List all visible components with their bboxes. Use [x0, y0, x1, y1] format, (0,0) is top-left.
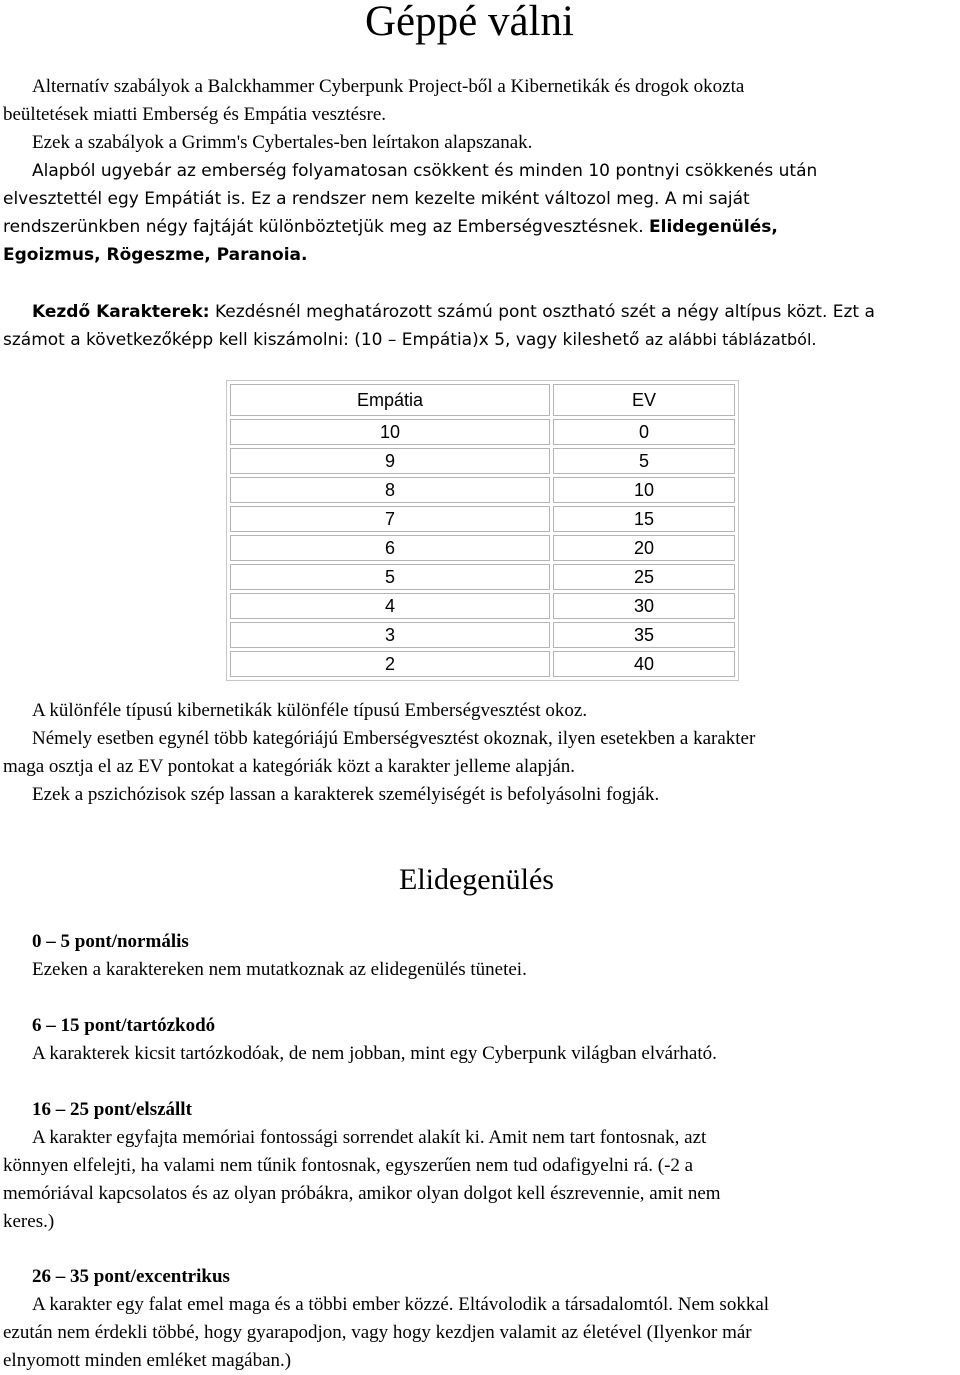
table-header-ev: EV [553, 384, 735, 416]
level-label: 6 – 15 pont/tartózkodó [32, 1015, 216, 1036]
level-label: 16 – 25 pont/elszállt [32, 1099, 192, 1120]
table-cell: 2 [230, 651, 550, 677]
table-cell: 9 [230, 448, 550, 474]
table-row [230, 535, 735, 561]
table-cell: 5 [230, 564, 550, 590]
table-cell: 30 [553, 593, 735, 619]
starting-label: Kezdő Karakterek: [32, 302, 210, 322]
table-row [230, 651, 735, 677]
table-row [230, 593, 735, 619]
level-text: könnyen elfelejti, ha valami nem tűnik fontosnak, egyszerűen nem tud odafigyelni rá. (-2 a [3, 1155, 694, 1176]
level-text: memóriával kapcsolatos és az olyan próbákra, amikor olyan dolgot kell észrevennie, amit nem [3, 1183, 721, 1204]
starting-text-1: Kezdésnél meghatározott számú pont osztható szét a négy altípus közt. Ezt a [214, 302, 875, 322]
level-text: ezután nem érdekli többé, hogy gyarapodjon, vagy hogy kezdjen valamit az életével (Ilyenkor már [3, 1322, 752, 1343]
after-line-3: maga osztja el az EV pontokat a kategóriák közt a karakter jelleme alapján. [3, 756, 576, 777]
table-row [230, 448, 735, 474]
table-cell: 10 [230, 419, 550, 445]
empathy-ev-table [226, 380, 739, 681]
page-title: Géppé válni [365, 0, 574, 45]
starting-text-2: számot a következőképp kell kiszámolni: (10 – Empátia)x 5, vagy kileshető [3, 330, 640, 350]
table-header-empatia: Empátia [230, 384, 550, 416]
level-text: keres.) [3, 1211, 55, 1232]
starting-line-1 [32, 298, 875, 326]
intro-text-1: Alternatív szabályok a Balckhammer Cyberpunk Project-ből a Kibernetikák és drogok okozta [32, 76, 745, 97]
section-heading: Elidegenülés [399, 863, 554, 896]
table-row [230, 564, 735, 590]
table-header-row [230, 384, 735, 416]
starting-text-2-sans: az alábbi táblázatból. [644, 330, 817, 349]
level-text: elnyomott minden emléket magában.) [3, 1350, 292, 1371]
table-row [230, 477, 735, 503]
intro-line-7: Egoizmus, Rögeszme, Paranoia. [3, 245, 308, 265]
table-cell: 4 [230, 593, 550, 619]
intro-line-5: elvesztettél egy Empátiát is. Ez a rendszer nem kezelte miként változol meg. A mi saját [3, 189, 750, 209]
intro-line-1 [32, 73, 744, 101]
table-cell: 35 [553, 622, 735, 648]
table-cell: 40 [553, 651, 735, 677]
level-text: A karakter egy falat emel maga és a többi ember közzé. Eltávolodik a társadalomtól. Nem sokkal [32, 1294, 770, 1315]
table-cell: 10 [553, 477, 735, 503]
table-cell: 25 [553, 564, 735, 590]
table-row [230, 419, 735, 445]
table-cell: 15 [553, 506, 735, 532]
after-line-4: Ezek a pszichózisok szép lassan a karakterek személyiségét is befolyásolni fogják. [32, 784, 660, 805]
table-cell: 6 [230, 535, 550, 561]
table-cell: 8 [230, 477, 550, 503]
after-line-2: Némely esetben egynél több kategóriájú Emberségvesztést okoznak, ilyen esetekben a karakter [32, 728, 756, 749]
level-text: Ezeken a karaktereken nem mutatkoznak az elidegenülés tünetei. [32, 959, 527, 980]
intro-line-6 [3, 213, 778, 241]
level-label: 0 – 5 pont/normális [32, 931, 189, 952]
intro-line-3: Ezek a szabályok a Grimm's Cybertales-ben leírtakon alapszanak. [32, 132, 533, 153]
after-line-1: A különféle típusú kibernetikák különféle típusú Emberségvesztést okoz. [32, 700, 588, 721]
intro-bold-6: Elidegenülés, [649, 217, 778, 237]
level-label: 26 – 35 pont/excentrikus [32, 1266, 230, 1287]
table-row [230, 622, 735, 648]
intro-line-2: beültetések miatti Emberség és Empátia vesztésre. [3, 104, 387, 125]
table-row [230, 506, 735, 532]
table-cell: 7 [230, 506, 550, 532]
starting-line-2 [3, 326, 817, 354]
intro-text-6: rendszerünkben négy fajtáját különböztetjük meg az Emberségvesztésnek. [3, 217, 644, 237]
level-text: A karakter egyfajta memóriai fontossági sorrendet alakít ki. Amit nem tart fontosnak, azt [32, 1127, 707, 1148]
table-cell: 0 [553, 419, 735, 445]
level-text: A karakterek kicsit tartózkodóak, de nem jobban, mint egy Cyberpunk világban elvárható. [32, 1043, 717, 1064]
intro-line-4: Alapból ugyebár az emberség folyamatosan csökkent és minden 10 pontnyi csökkenés után [32, 161, 818, 181]
table-cell: 3 [230, 622, 550, 648]
table-cell: 5 [553, 448, 735, 474]
table-cell: 20 [553, 535, 735, 561]
